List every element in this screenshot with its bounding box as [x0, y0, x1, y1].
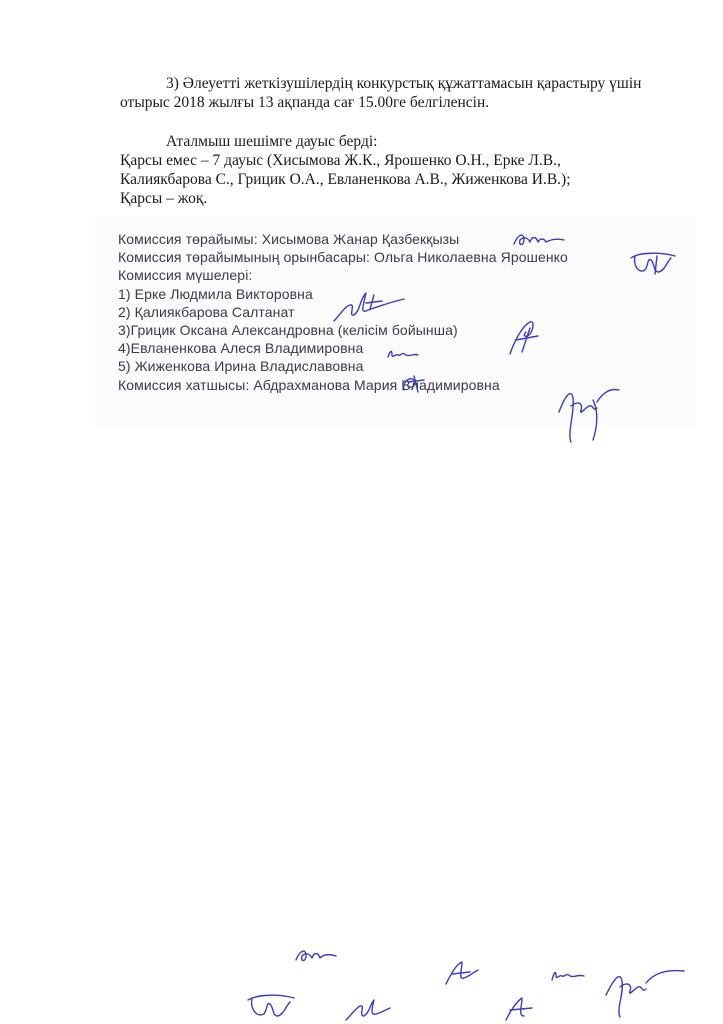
member-4: 4)Евланенкова Алеся Владимировна — [118, 340, 364, 357]
initials-member-4 — [548, 962, 588, 986]
vote-paragraph — [120, 132, 690, 208]
commission-secretary: Комиссия хатшысы: Абдрахманова Мария Владимировна — [118, 376, 500, 393]
signature-member-3 — [500, 318, 546, 358]
signature-member-1-2 — [330, 285, 410, 325]
initials-member-2 — [440, 958, 480, 988]
initials-secretary — [600, 965, 690, 1020]
item-3-line-1: 3) Әлеуетті жеткізушілердің конкурстық құжаттамасын қарастыру үшін — [166, 75, 642, 92]
member-1: 1) Ерке Людмила Викторовна — [118, 285, 313, 302]
initials-member-1 — [342, 994, 392, 1024]
members-heading: Комиссия мүшелері: — [118, 267, 253, 284]
signature-member-4 — [384, 343, 424, 363]
commission-deputy: Комиссия төрайымының орынбасары: Ольга Николаевна Ярошенко — [118, 249, 568, 266]
initials-deputy — [240, 990, 300, 1024]
item-3-paragraph — [120, 74, 690, 112]
vote-for-line-1: Қарсы емес – 7 дауыс (Хисымова Ж.К., Ярошенко О.Н., Ерке Л.В., — [120, 152, 561, 169]
vote-heading: Аталмыш шешімге дауыс берді: — [166, 133, 378, 150]
signature-secretary — [553, 382, 623, 452]
commission-chair: Комиссия төрайымы: Хисымова Жанар Қазбекқызы — [118, 231, 460, 247]
member-3: 3)Грицик Оксана Александровна (келісім бойынша) — [118, 322, 458, 339]
vote-for-line-2: Калиякбарова С., Грицик О.А., Евланенкова А.В., Жиженкова И.В.); — [120, 171, 571, 188]
member-2: 2) Қалиякбарова Салтанат — [118, 303, 295, 320]
item-3-line-2: отырыс 2018 жылғы 13 ақпанда сағ 15.00ге белгіленсін. — [120, 94, 490, 111]
initials-member-3 — [500, 994, 540, 1024]
member-5: 5) Жиженкова Ирина Владиславовна — [118, 358, 364, 375]
signature-chair — [510, 228, 570, 252]
signature-deputy — [625, 250, 685, 280]
vote-against: Қарсы – жоқ. — [120, 190, 208, 207]
initials-chair — [292, 942, 338, 966]
signature-member-5 — [398, 372, 428, 396]
